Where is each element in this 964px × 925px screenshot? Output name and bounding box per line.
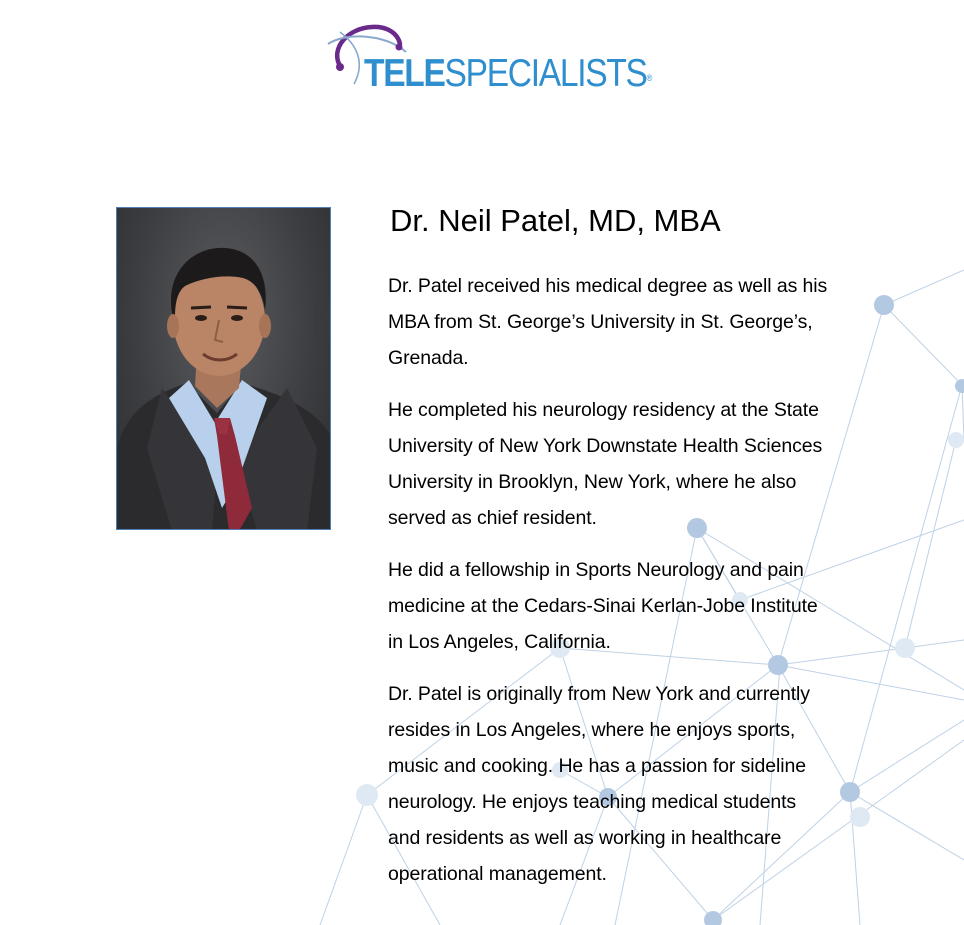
bio-line: Dr. Patel is originally from New York and currently bbox=[388, 683, 810, 705]
bio-line: served as chief resident. bbox=[388, 507, 597, 529]
headshot-portrait-icon bbox=[117, 208, 331, 530]
bio-line: University of New York Downstate Health Sciences bbox=[388, 435, 823, 457]
bio-line: Grenada. bbox=[388, 347, 469, 369]
bio-line: operational management. bbox=[388, 863, 607, 885]
bio-line: music and cooking. He has a passion for sideline bbox=[388, 755, 806, 777]
telespecialists-logo bbox=[326, 22, 653, 97]
bio-line: and residents as well as working in healthcare bbox=[388, 827, 782, 849]
bio-paragraph bbox=[388, 268, 873, 376]
bio-line: neurology. He enjoys teaching medical students bbox=[388, 791, 797, 813]
bio-paragraph bbox=[388, 552, 873, 660]
biography bbox=[388, 268, 873, 908]
bio-line: University in Brooklyn, New York, where he also bbox=[388, 471, 797, 493]
bio-line: He did a fellowship in Sports Neurology and pain bbox=[388, 559, 804, 581]
bio-line: in Los Angeles, California. bbox=[388, 631, 611, 653]
logo-wordmark: TELESPECIALISTS® bbox=[364, 52, 653, 95]
bio-line: He completed his neurology residency at the State bbox=[388, 399, 819, 421]
bio-paragraph bbox=[388, 676, 873, 892]
bio-line: Dr. Patel received his medical degree as well as his bbox=[388, 275, 828, 297]
doctor-name: Dr. Neil Patel, MD, MBA bbox=[390, 203, 721, 238]
bio-line: resides in Los Angeles, where he enjoys sports, bbox=[388, 719, 796, 741]
bio-line: MBA from St. George’s University in St. George’s, bbox=[388, 311, 813, 333]
bio-line: medicine at the Cedars-Sinai Kerlan-Jobe Institute bbox=[388, 595, 818, 617]
doctor-photo bbox=[116, 207, 331, 530]
bio-paragraph bbox=[388, 392, 873, 536]
